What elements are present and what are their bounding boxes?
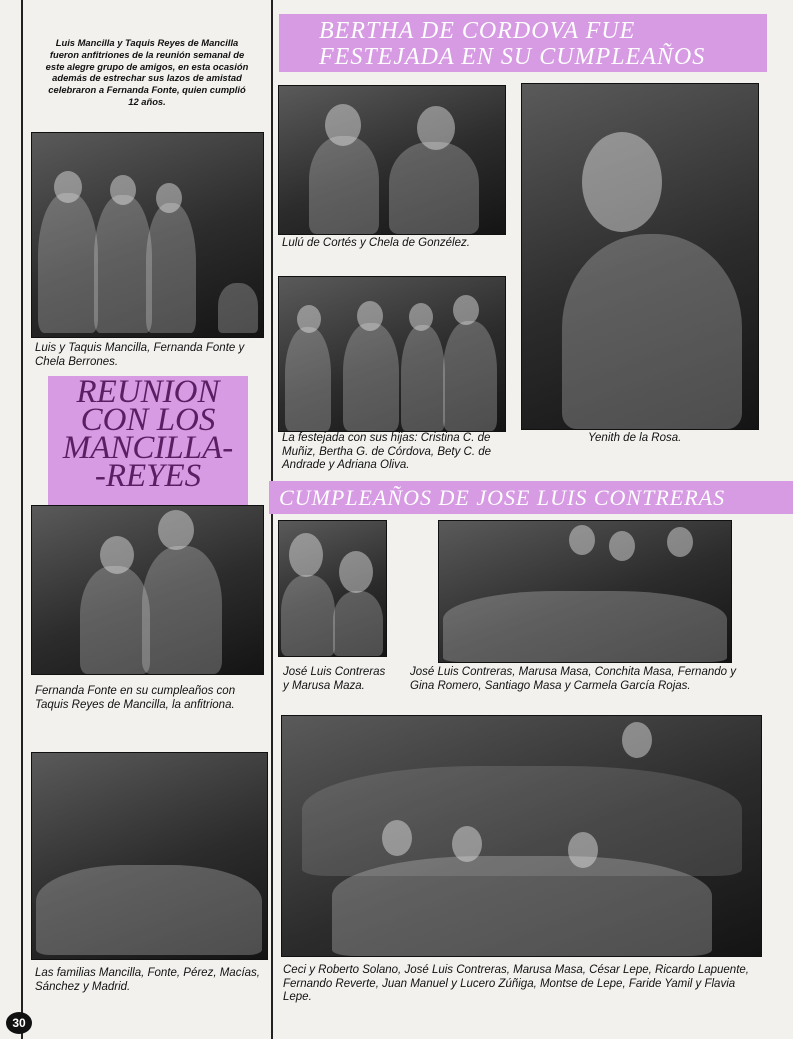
caption-bertha-daughters: La festejada con sus hijas: Cristina C. de Muñiz, Bertha G. de Córdova, Bety C. de Andrade y Adriana Oliva. (282, 432, 492, 471)
photo-fernanda-taquis (31, 505, 264, 675)
caption-large-group: Ceci y Roberto Solano, José Luis Contreras, Marusa Masa, César Lepe, Ricardo Lapuente, Fernando Reverte, Juan Manuel y Lucero Zúñiga, Montse de Lepe, Faride Yamil y Flavia Lepe. (283, 964, 749, 1003)
caption-fernanda-taquis: Fernanda Fonte en su cumpleaños con Taquis Reyes de Mancilla, la anfitriona. (35, 685, 236, 711)
contreras-header: CUMPLEAÑOS DE JOSE LUIS CONTRERAS (269, 481, 793, 514)
photo-families (31, 752, 268, 960)
caption-families: Las familias Mancilla, Fonte, Pérez, Macías, Sánchez y Madrid. (35, 967, 260, 993)
photo-mancilla-hosts (31, 132, 264, 338)
left-column-rule (21, 0, 23, 1039)
bertha-header (279, 14, 767, 72)
photo-jose-marusa (278, 520, 387, 657)
caption-mancilla-hosts: Luis y Taquis Mancilla, Fernanda Fonte y Chela Berrones. (35, 342, 245, 368)
caption-jose-marusa: José Luis Contreras y Marusa Maza. (283, 666, 386, 692)
caption-lulu-chela: Lulú de Cortés y Chela de Gonzélez. (282, 237, 470, 249)
page-number: 30 (6, 1012, 32, 1034)
reunion-title-line-2: CON LOS (80, 402, 216, 438)
bertha-header-line-2: FESTEJADA EN SU CUMPLEAÑOS (319, 44, 706, 70)
caption-contreras-group: José Luis Contreras, Marusa Masa, Conchita Masa, Fernando y Gina Romero, Santiago Masa y Carmela García Rojas. (410, 666, 736, 692)
photo-yenith-portrait (521, 83, 759, 430)
center-column-rule (271, 0, 273, 1039)
photo-contreras-group (438, 520, 732, 663)
bertha-header-line-1: BERTHA DE CORDOVA FUE (319, 18, 636, 44)
caption-yenith: Yenith de la Rosa. (588, 432, 682, 444)
reunion-title-line-1: REUNION (76, 374, 220, 410)
intro-text: Luis Mancilla y Taquis Reyes de Mancilla fueron anfitriones de la reunión semanal de este alegre grupo de amigos, en esta ocasión además de estrechar sus lazos de amistad celebraron a Fernanda Fonte, quien cumplió 12 años. (45, 37, 249, 107)
reunion-title-line-4: -REYES (94, 458, 202, 494)
photo-bertha-daughters (278, 276, 506, 432)
reunion-title-line-3: MANCILLA- (62, 430, 234, 466)
photo-large-group (281, 715, 762, 957)
photo-lulu-chela (278, 85, 506, 235)
reunion-title (48, 376, 248, 506)
